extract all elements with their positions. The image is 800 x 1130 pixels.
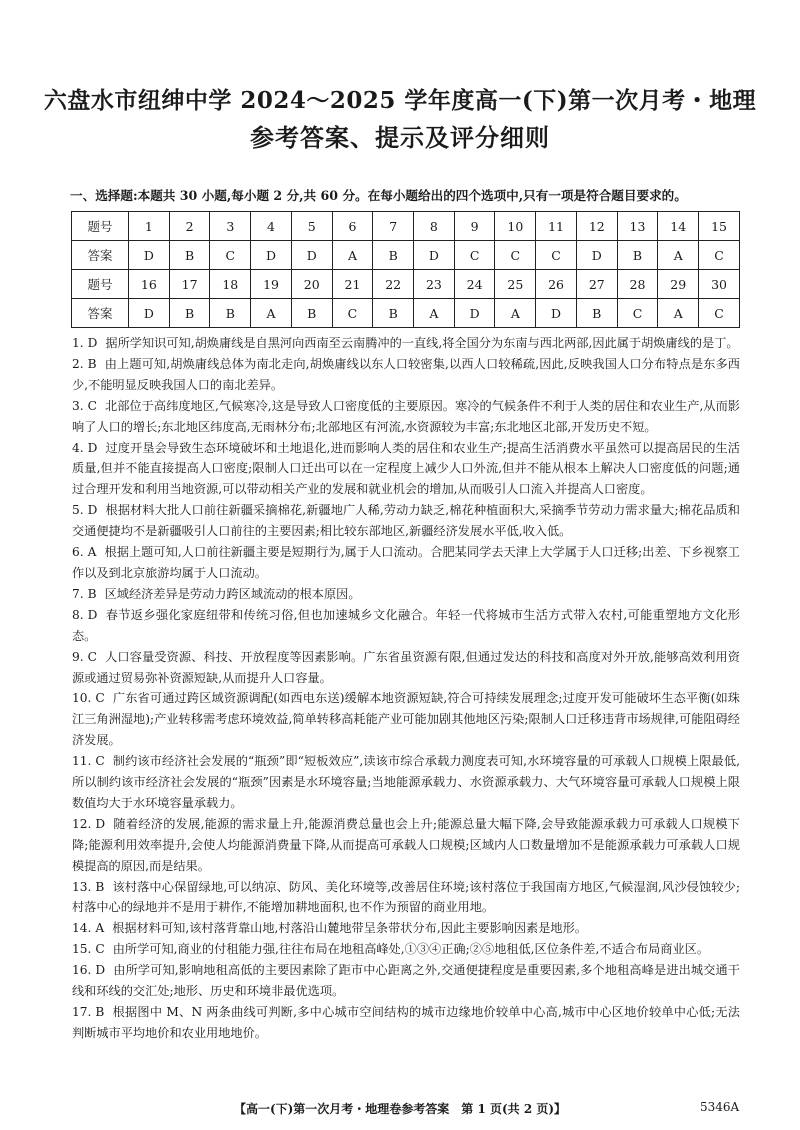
item-explanation: 由所学可知,影响地租高低的主要因素除了距市中心距离之外,交通便捷程度是重要因素,多个地租高峰是进出城交通干线和环线的交汇处;地形、历史和环境非最优选项。 bbox=[72, 963, 740, 999]
row-label: 题号 bbox=[72, 212, 129, 241]
question-number-cell: 24 bbox=[454, 270, 495, 299]
item-explanation: 根据材料大批人口前往新疆采摘棉花,新疆地广人稀,劳动力缺乏,棉花种植面积大,采摘季节劳动力需求量大;棉花品质和交通便捷均不是新疆吸引人口前往的主要因素;相比较东部地区,新疆经济发展水平低,收入低。 bbox=[72, 503, 740, 539]
item-number: 3. bbox=[72, 398, 84, 413]
item-answer: C bbox=[95, 942, 105, 957]
item-number: 4. bbox=[72, 440, 84, 455]
explanation-item bbox=[72, 647, 740, 689]
row-label: 题号 bbox=[72, 270, 129, 299]
document-code: 5346A bbox=[700, 1100, 740, 1114]
explanation-item bbox=[72, 605, 740, 647]
explanation-item bbox=[72, 500, 740, 542]
item-number: 12. bbox=[72, 816, 92, 831]
question-number-cell: 12 bbox=[576, 212, 617, 241]
answer-cell: C bbox=[536, 241, 577, 270]
question-number-cell: 27 bbox=[576, 270, 617, 299]
question-number-cell: 14 bbox=[658, 212, 699, 241]
explanation-item bbox=[72, 814, 740, 877]
item-number: 1. bbox=[72, 336, 84, 350]
answer-cell: C bbox=[699, 299, 740, 328]
answer-cell: B bbox=[291, 299, 332, 328]
explanation-item bbox=[72, 542, 740, 584]
question-number-cell: 7 bbox=[373, 212, 414, 241]
question-number-cell: 20 bbox=[291, 270, 332, 299]
item-answer: C bbox=[95, 691, 105, 706]
answer-cell: D bbox=[536, 299, 577, 328]
question-number-cell: 4 bbox=[251, 212, 292, 241]
row-label: 答案 bbox=[72, 241, 129, 270]
item-number: 17. bbox=[72, 1005, 92, 1019]
answer-cell: D bbox=[129, 241, 170, 270]
item-explanation: 根据图中 M、N 两条曲线可判断,多中心城市空间结构的城市边缘地价较单中心高,城市中心区地价较单中心低;无法判断城市平均地价和农业用地地价。 bbox=[72, 1005, 740, 1040]
item-answer: D bbox=[87, 503, 98, 518]
question-number-cell: 30 bbox=[699, 270, 740, 299]
question-number-cell: 19 bbox=[251, 270, 292, 299]
question-number-cell: 28 bbox=[617, 270, 658, 299]
item-answer: D bbox=[87, 440, 98, 455]
question-number-cell: 1 bbox=[129, 212, 170, 241]
answer-cell: B bbox=[576, 299, 617, 328]
item-answer: D bbox=[87, 336, 98, 350]
item-explanation: 区域经济差异是劳动力跨区域流动的根本原因。 bbox=[104, 586, 361, 601]
question-number-cell: 9 bbox=[454, 212, 495, 241]
answer-cell: B bbox=[617, 241, 658, 270]
item-explanation: 由所学可知,商业的付租能力强,往往布局在地租高峰处,①③④正确;②⑤地租低,区位条件差,不适合布局商业区。 bbox=[112, 942, 710, 957]
item-number: 16. bbox=[72, 963, 92, 978]
section-heading: 一、选择题:本题共 30 小题,每小题 2 分,共 60 分。在每小题给出的四个选项中,只有一项是符合题目要求的。 bbox=[70, 188, 687, 203]
item-answer: D bbox=[87, 607, 98, 622]
item-answer: A bbox=[87, 545, 97, 560]
answer-cell: A bbox=[414, 299, 455, 328]
item-number: 6. bbox=[72, 545, 84, 560]
question-number-cell: 8 bbox=[414, 212, 455, 241]
answer-cell: A bbox=[658, 299, 699, 328]
question-number-cell: 25 bbox=[495, 270, 536, 299]
item-number: 11. bbox=[72, 754, 92, 769]
explanation-item bbox=[72, 688, 740, 751]
item-explanation: 根据上题可知,人口前往新疆主要是短期行为,属于人口流动。合肥某同学去天津上大学属于人口迁移;出差、下乡视察工作以及到北京旅游均属于人口流动。 bbox=[72, 545, 740, 580]
question-number-cell: 2 bbox=[169, 212, 210, 241]
item-number: 8. bbox=[72, 607, 84, 622]
explanation-item bbox=[72, 960, 740, 1002]
question-number-cell: 11 bbox=[536, 212, 577, 241]
explanation-item bbox=[72, 877, 740, 919]
question-number-cell: 23 bbox=[414, 270, 455, 299]
explanation-list bbox=[72, 333, 740, 1044]
answer-cell: C bbox=[699, 241, 740, 270]
question-number-cell: 17 bbox=[169, 270, 210, 299]
answer-cell: D bbox=[251, 241, 292, 270]
question-number-cell: 16 bbox=[129, 270, 170, 299]
item-answer: B bbox=[95, 879, 105, 894]
answer-cell: A bbox=[332, 241, 373, 270]
explanation-item bbox=[72, 354, 740, 396]
question-number-cell: 13 bbox=[617, 212, 658, 241]
document-subtitle: 参考答案、提示及评分细则 bbox=[250, 123, 550, 152]
answer-cell: C bbox=[617, 299, 658, 328]
question-number-cell: 29 bbox=[658, 270, 699, 299]
row-label: 答案 bbox=[72, 299, 129, 328]
item-explanation: 随着经济的发展,能源的需求量上升,能源消费总量也会上升;能源总量大幅下降,会导致能源承载力可承载人口规模下降;能源利用效率提升,会使人均能源消费量下降,从而提高可承载人口规模;区域内人口数量增加不是能源承载力可承载人口规模提高的原因,而是结果。 bbox=[72, 816, 740, 873]
answer-cell: C bbox=[495, 241, 536, 270]
question-number-cell: 6 bbox=[332, 212, 373, 241]
item-explanation: 该村落中心保留绿地,可以纳凉、防风、美化环境等,改善居住环境;该村落位于我国南方地区,气候湿润,风沙侵蚀较少;村落中心的绿地并不是用于耕作,不能增加耕地面积,也不作为预留的商业用地。 bbox=[72, 879, 740, 915]
item-answer: B bbox=[87, 356, 97, 371]
question-number-cell: 3 bbox=[210, 212, 251, 241]
item-answer: C bbox=[87, 649, 97, 664]
item-explanation: 据所学知识可知,胡焕庸线是自黑河向西南至云南腾冲的一直线,将全国分为东南与西北两部,因此属于胡焕庸线的是丁。 bbox=[105, 336, 739, 350]
item-explanation: 人口容量受资源、科技、开放程度等因素影响。广东省虽资源有限,但通过发达的科技和高度对外开放,能够高效利用资源或通过贸易弥补资源短缺,从而提升人口容量。 bbox=[72, 649, 740, 685]
answer-cell: C bbox=[454, 241, 495, 270]
answer-cell: C bbox=[210, 241, 251, 270]
question-number-cell: 10 bbox=[495, 212, 536, 241]
item-answer: D bbox=[95, 963, 106, 978]
answer-row bbox=[72, 299, 740, 328]
item-explanation: 制约该市经济社会发展的“瓶颈”即“短板效应”,读该市综合承载力测度表可知,水环境容量的可承载人口规模上限最低,所以制约该市经济社会发展的“瓶颈”因素是水环境容量;当地能源承载力、水资源承载力、大气环境容量可承载人口规模上限数值均大于水环境容量承载力。 bbox=[72, 754, 740, 810]
question-number-cell: 22 bbox=[373, 270, 414, 299]
item-answer: B bbox=[95, 1005, 105, 1019]
item-answer: D bbox=[95, 816, 106, 831]
answer-cell: D bbox=[414, 241, 455, 270]
question-number-cell: 5 bbox=[291, 212, 332, 241]
explanation-item bbox=[72, 751, 740, 814]
answer-cell: B bbox=[373, 299, 414, 328]
explanation-item bbox=[72, 438, 740, 501]
explanation-item bbox=[72, 1002, 740, 1044]
question-number-cell: 15 bbox=[699, 212, 740, 241]
answer-cell: D bbox=[576, 241, 617, 270]
item-answer: C bbox=[95, 754, 105, 769]
question-number-cell: 21 bbox=[332, 270, 373, 299]
item-number: 7. bbox=[72, 586, 84, 601]
answer-cell: B bbox=[169, 241, 210, 270]
document-title: 六盘水市纽绅中学 2024～2025 学年度高一(下)第一次月考・地理 bbox=[43, 87, 757, 114]
answer-cell: D bbox=[129, 299, 170, 328]
answer-cell: A bbox=[495, 299, 536, 328]
answer-cell: B bbox=[169, 299, 210, 328]
item-explanation: 北部位于高纬度地区,气候寒冷,这是导致人口密度低的主要原因。寒冷的气候条件不利于人类的居住和农业生产,从而影响了人口的增长;东北地区纬度高,无雨林分布;北部地区有河流,水资源较为丰富;东北地区北部,开发历史不短。 bbox=[72, 398, 740, 434]
explanation-item bbox=[72, 939, 740, 960]
question-number-cell: 26 bbox=[536, 270, 577, 299]
answer-cell: B bbox=[210, 299, 251, 328]
item-number: 15. bbox=[72, 942, 92, 957]
item-answer: C bbox=[87, 398, 97, 413]
answer-cell: A bbox=[658, 241, 699, 270]
answer-table bbox=[71, 211, 740, 328]
question-number-row bbox=[72, 270, 740, 299]
item-explanation: 广东省可通过跨区域资源调配(如西电东送)缓解本地资源短缺,符合可持续发展理念;过度开发可能破坏生态平衡(如珠江三角洲湿地);产业转移需考虑环境效益,简单转移高耗能产业可能加剧其他地区污染;限制人口迁移违背市场规律,可能阻碍经济发展。 bbox=[72, 691, 740, 748]
item-number: 13. bbox=[72, 879, 92, 894]
answer-cell: A bbox=[251, 299, 292, 328]
item-number: 2. bbox=[72, 356, 84, 371]
question-number-row bbox=[72, 212, 740, 241]
item-explanation: 根据材料可知,该村落背靠山地,村落沿山麓地带呈条带状分布,因此主要影响因素是地形。 bbox=[112, 921, 587, 936]
item-number: 14. bbox=[72, 921, 92, 936]
explanation-item bbox=[72, 584, 740, 605]
explanation-item bbox=[72, 396, 740, 438]
answer-cell: B bbox=[373, 241, 414, 270]
explanation-item bbox=[72, 333, 740, 354]
item-number: 9. bbox=[72, 649, 84, 664]
item-answer: A bbox=[95, 921, 105, 936]
answer-cell: C bbox=[332, 299, 373, 328]
item-explanation: 由上题可知,胡焕庸线总体为南北走向,胡焕庸线以东人口较密集,以西人口较稀疏,因此,反映我国人口分布特点是东多西少,不能明显反映我国人口的南北差异。 bbox=[72, 356, 740, 392]
item-explanation: 春节返乡强化家庭纽带和传统习俗,但也加速城乡文化融合。年轻一代将城市生活方式带入农村,可能重塑地方文化形态。 bbox=[72, 607, 740, 643]
item-number: 5. bbox=[72, 503, 84, 518]
answer-cell: D bbox=[454, 299, 495, 328]
item-number: 10. bbox=[72, 691, 92, 706]
page-footer: 【高一(下)第一次月考・地理卷参考答案 第 1 页(共 2 页)】 bbox=[233, 1102, 567, 1116]
answer-cell: D bbox=[291, 241, 332, 270]
question-number-cell: 18 bbox=[210, 270, 251, 299]
item-answer: B bbox=[87, 586, 97, 601]
explanation-item bbox=[72, 918, 740, 939]
item-explanation: 过度开垦会导致生态环境破坏和土地退化,进而影响人类的居住和农业生产;提高生活消费水平虽然可以提高居民的生活质量,但并不能直接提高人口密度;限制人口迁出可以在一定程度上减少人口外流,但并不能从根本上解决人口密度低的问题;通过合理开发和利用当地资源,可以带动相关产业的发展和就业机会的增加,从而吸引人口流入并提高人口密度。 bbox=[72, 440, 740, 497]
answer-row bbox=[72, 241, 740, 270]
